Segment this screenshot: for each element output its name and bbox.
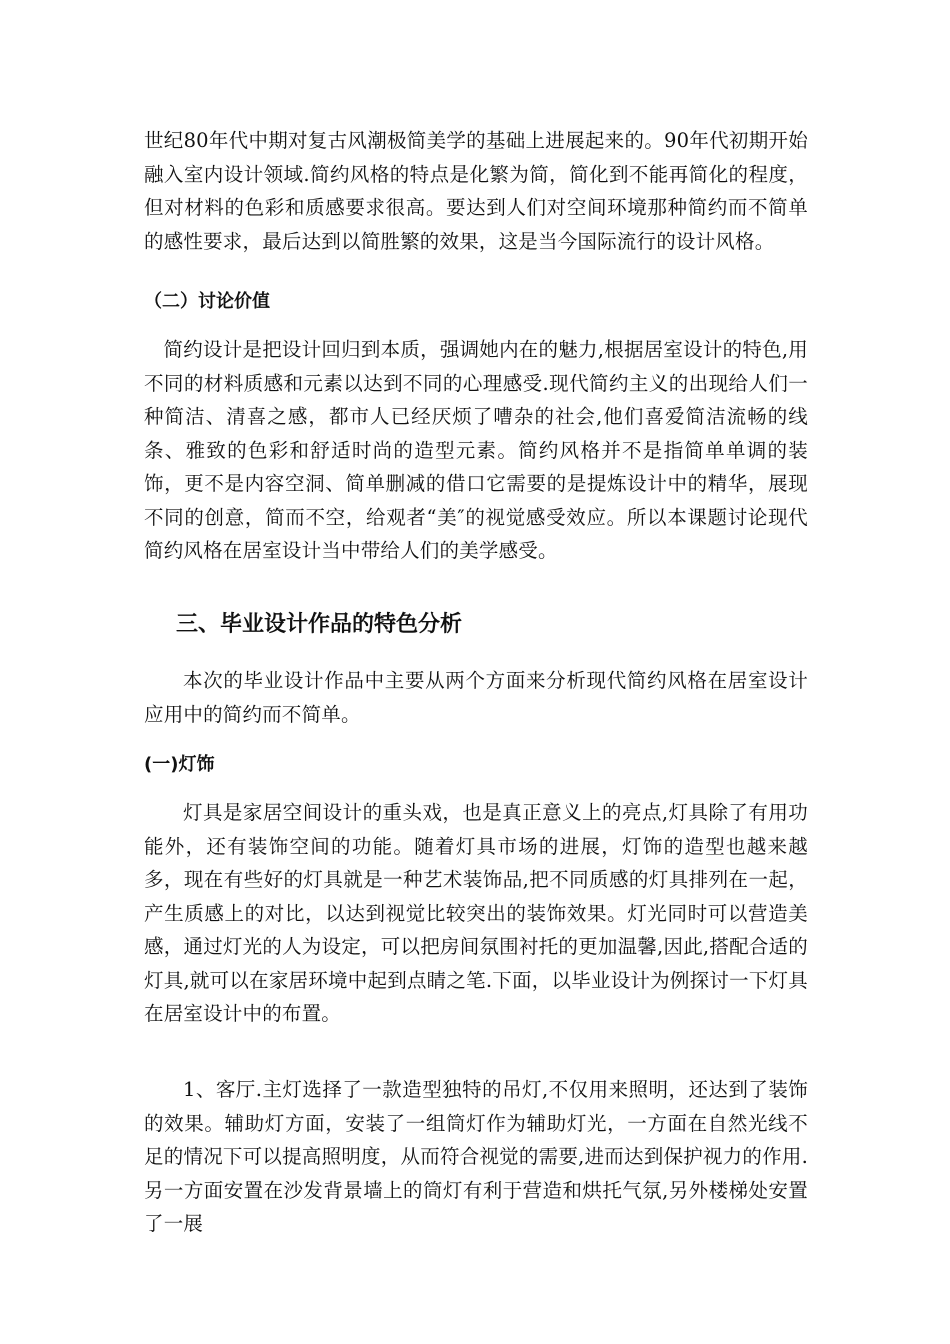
paragraph-lighting: 灯具是家居空间设计的重头戏，也是真正意义上的亮点,灯具除了有用功能外，还有装饰空间的功能。随着灯具市场的进展，灯饰的造型也越来越多，现在有些好的灯具就是一种艺术装饰品,把不同质感的灯具排列在一起，产生质感上的对比，以达到视觉比较突出的装饰效果。灯光同时可以营造美感，通过灯光的人为设定，可以把房间氛围衬托的更加温馨,因此,搭配合适的灯具,就可以在家居环境中起到点睛之笔.下面，以毕业设计为例探讨一下灯具在居室设计中的布置。	[144, 801, 808, 1025]
paragraph-living-room-lighting: 1、客厅.主灯选择了一款造型独特的吊灯,不仅用来照明，还达到了装饰的效果。辅助灯方面，安装了一组筒灯作为辅助灯光，一方面在自然光线不足的情况下可以提高照明度，从而符合视觉的需要,进而达到保护视力的作用.另一方面安置在沙发背景墙上的筒灯有利于营造和烘托气氛,另外楼梯处安置了一展	[144, 1078, 808, 1235]
paragraph-discussion-value: 简约设计是把设计回归到本质，强调她内在的魅力,根据居室设计的特色,用不同的材料质感和元素以达到不同的心理感受.现代简约主义的出现给人们一种简洁、清喜之感，都市人已经厌烦了嘈杂的社会,他们喜爱简洁流畅的线条、雅致的色彩和舒适时尚的造型元素。简约风格并不是指简单单调的装饰，更不是内容空洞、简单删减的借口它需要的是提炼设计中的精华，展现不同的创意，简而不空，给观者“美″的视觉感受效应。所以本课题讨论现代简约风格在居室设计当中带给人们的美学感受。	[144, 338, 808, 562]
subheading-lighting: (一)灯饰	[144, 754, 215, 775]
paragraph-analysis-intro: 本次的毕业设计作品中主要从两个方面来分析现代简约风格在居室设计应用中的简约而不简单。	[144, 669, 808, 726]
paragraph-minimalism-origin: 世纪80年代中期对复古风潮极简美学的基础上进展起来的。90年代初期开始融入室内设计领域.简约风格的特点是化繁为简，简化到不能再简化的程度，但对材料的色彩和质感要求很高。要达到人们对空间环境那种简约而不简单的感性要求，最后达到以简胜繁的效果，这是当今国际流行的设计风格。	[144, 129, 808, 253]
subheading-discussion-value: （二）讨论价值	[144, 291, 270, 312]
section-heading-design-analysis: 三、毕业设计作品的特色分析	[176, 612, 463, 637]
